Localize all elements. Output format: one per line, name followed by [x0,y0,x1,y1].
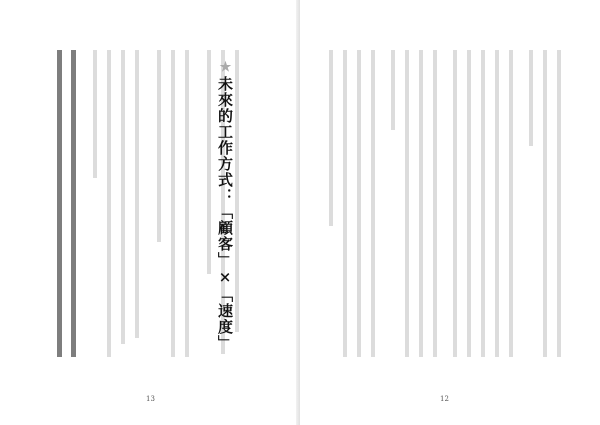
text-column [354,50,364,370]
right-page [300,0,600,425]
section-heading: ★未來的工作方式：「顧客」×「速度」 [216,60,234,351]
text-column [204,50,214,370]
text-column [554,50,564,370]
text-column [464,50,474,370]
text-column [326,50,336,370]
text-column [154,50,164,370]
text-column [388,50,398,370]
text-column-bold [54,50,64,370]
text-column [478,50,488,370]
text-column [118,50,128,370]
text-column [492,50,502,370]
text-column [450,50,460,370]
text-column [402,50,412,370]
text-column [506,50,516,370]
star-icon: ★ [218,60,233,76]
text-column [104,50,114,370]
text-column [340,50,350,370]
text-column [540,50,550,370]
page-number-right: 12 [440,395,449,403]
text-column [168,50,178,370]
left-text-columns [36,50,272,370]
text-column [526,50,536,370]
text-column [90,50,100,370]
text-column [416,50,426,370]
text-column [430,50,440,370]
text-column [182,50,192,370]
text-column [132,50,142,370]
right-text-columns [326,50,570,370]
text-column-bold [68,50,78,370]
text-column [368,50,378,370]
page-number-left: 13 [146,395,155,403]
